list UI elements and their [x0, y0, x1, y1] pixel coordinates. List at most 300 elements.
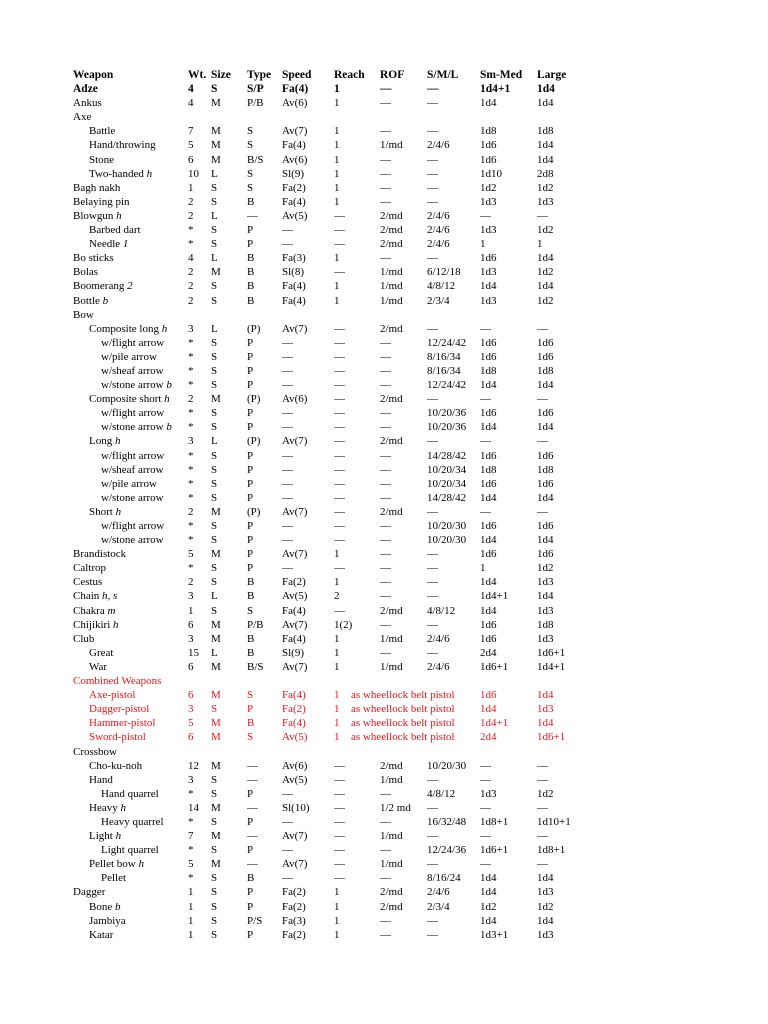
weapon-name-cell — [101, 519, 164, 533]
damage-large-cell: 1d4 — [537, 689, 554, 702]
table-row — [0, 787, 768, 801]
rof-cell: 2/md — [380, 209, 403, 222]
speed-cell: Av(7) — [282, 505, 308, 518]
speed-cell: Fa(2) — [282, 886, 306, 899]
type-cell: P — [247, 844, 254, 857]
weapon-name: Barbed dart — [89, 224, 141, 237]
size-cell: M — [211, 660, 221, 673]
weight-cell: 7 — [188, 125, 194, 138]
damage-large-cell: 1d6 — [537, 407, 554, 420]
table-row — [0, 364, 768, 378]
reach-cell: — — [334, 830, 345, 843]
damage-sm-med-cell: 1d2 — [480, 181, 497, 194]
table-row — [0, 322, 768, 336]
speed-cell: Fa(2) — [282, 576, 306, 589]
table-row — [0, 505, 768, 519]
weapon-name: Great — [89, 646, 114, 659]
type-cell: S — [247, 125, 254, 138]
range-cell: 14/28/42 — [427, 491, 467, 504]
reach-cell: — — [334, 379, 345, 392]
damage-sm-med-cell: — — [480, 801, 491, 814]
damage-large-cell: — — [537, 773, 548, 786]
type-cell: (P) — [247, 393, 261, 406]
size-cell: M — [211, 830, 221, 843]
size-cell: M — [211, 548, 221, 561]
damage-sm-med-cell: 1d8 — [480, 463, 497, 476]
table-row — [0, 449, 768, 463]
weapon-name-cell — [89, 829, 121, 843]
weapon-name-cell — [73, 618, 119, 632]
size-cell: M — [211, 266, 221, 279]
weapon-name-cell — [73, 589, 117, 603]
range-cell: — — [427, 618, 438, 631]
table-row — [0, 660, 768, 674]
type-cell: P — [247, 224, 254, 237]
weapon-name: Pellet — [101, 872, 127, 885]
damage-large-cell: — — [537, 858, 548, 871]
size-cell: S — [211, 477, 218, 490]
weight-cell: 3 — [188, 703, 194, 716]
size-cell: L — [211, 322, 218, 335]
weapon-name: Caltrop — [73, 562, 106, 575]
size-cell: S — [211, 844, 218, 857]
size-cell: M — [211, 125, 221, 138]
header-rof: ROF — [380, 69, 405, 81]
size-cell: S — [211, 886, 218, 899]
weapon-name-cell — [89, 688, 135, 702]
weapon-name: Bow — [73, 308, 94, 321]
weapon-name: Adze — [73, 83, 98, 96]
range-cell: — — [427, 801, 438, 814]
weight-cell: * — [188, 815, 194, 828]
size-cell: M — [211, 717, 221, 730]
rof-cell: 2/md — [380, 238, 403, 251]
rof-cell: 1/md — [380, 830, 403, 843]
size-cell: M — [211, 731, 221, 744]
damage-sm-med-cell: 1d6 — [480, 153, 497, 166]
rof-cell: 1/md — [380, 280, 403, 293]
weight-cell: 2 — [188, 576, 194, 589]
weapon-name-cell — [73, 96, 102, 110]
rof-cell: — — [380, 83, 392, 96]
rof-cell: — — [380, 336, 391, 349]
damage-large-cell: 1d6+1 — [537, 646, 566, 659]
range-cell: 8/16/34 — [427, 350, 461, 363]
range-cell: 10/20/30 — [427, 520, 467, 532]
table-row — [0, 110, 768, 124]
weight-cell: 1 — [188, 914, 194, 927]
weapon-name-cell — [89, 138, 156, 152]
rof-cell: — — [380, 364, 391, 377]
table-row — [0, 251, 768, 265]
range-cell: 4/8/12 — [427, 280, 456, 293]
weapon-note-mark: b — [114, 900, 121, 913]
reach-cell: 2 — [334, 590, 340, 603]
table-row — [0, 209, 768, 223]
table-row — [0, 632, 768, 646]
weapon-name: Hand/throwing — [89, 139, 156, 152]
damage-sm-med-cell: 1d3 — [480, 224, 497, 237]
speed-cell: Av(6) — [282, 393, 308, 406]
damage-large-cell: 1d4 — [537, 379, 554, 392]
weapon-name-cell — [73, 547, 126, 561]
type-cell: B — [247, 872, 255, 885]
type-cell: S — [247, 181, 254, 194]
reach-cell: — — [334, 491, 345, 504]
table-row — [0, 96, 768, 110]
weight-cell: 1 — [188, 604, 194, 617]
type-cell: B/S — [247, 660, 264, 673]
damage-sm-med-cell: — — [480, 505, 491, 518]
weapon-name: Stone — [89, 153, 115, 166]
weapon-name-cell — [89, 716, 155, 730]
combined-note-cell: as wheellock belt pistol — [351, 689, 455, 702]
damage-large-cell: 1d8 — [537, 364, 554, 377]
table-row — [0, 434, 768, 448]
type-cell: (P) — [247, 435, 261, 448]
reach-cell: — — [334, 350, 345, 363]
weapon-name: Composite short — [89, 393, 162, 406]
speed-cell: — — [282, 407, 293, 420]
type-cell: P — [247, 350, 254, 363]
speed-cell: — — [282, 815, 293, 828]
reach-cell: — — [334, 336, 345, 349]
reach-cell: 1 — [334, 125, 340, 138]
table-row — [0, 547, 768, 561]
weapon-name-cell — [89, 237, 128, 251]
weapon-name-cell — [73, 265, 98, 279]
weight-cell: * — [188, 379, 194, 392]
damage-sm-med-cell: 1d4 — [480, 604, 497, 617]
reach-cell: 1 — [334, 252, 340, 265]
weight-cell: 10 — [188, 167, 199, 180]
table-row — [0, 575, 768, 589]
weapon-name: w/stone arrow — [101, 491, 164, 504]
type-cell: S — [247, 731, 254, 744]
damage-large-cell: — — [537, 435, 548, 448]
type-cell: B — [247, 576, 255, 589]
weight-cell: 6 — [188, 731, 194, 744]
damage-sm-med-cell: 1d6 — [480, 139, 497, 152]
size-cell: M — [211, 139, 221, 152]
rof-cell: 1/2 md — [380, 801, 411, 814]
size-cell: M — [211, 689, 221, 702]
table-row — [0, 702, 768, 716]
damage-large-cell: 1d2 — [537, 294, 554, 307]
damage-sm-med-cell: — — [480, 858, 491, 871]
speed-cell: Sl(8) — [282, 266, 304, 279]
size-cell: S — [211, 787, 218, 800]
damage-sm-med-cell: 1d2 — [480, 900, 497, 913]
damage-sm-med-cell: — — [480, 322, 491, 335]
damage-sm-med-cell: 1d6+1 — [480, 660, 509, 673]
reach-cell: 1 — [334, 294, 340, 307]
weight-cell: 6 — [188, 618, 194, 631]
reach-cell: 1 — [334, 97, 340, 110]
speed-cell: Fa(4) — [282, 689, 306, 702]
range-cell: 10/20/30 — [427, 534, 467, 547]
weight-cell: 5 — [188, 548, 194, 561]
size-cell: M — [211, 801, 221, 814]
weapon-name-cell — [101, 533, 164, 547]
damage-sm-med-cell: 1d6 — [480, 407, 497, 420]
range-cell: — — [427, 914, 438, 927]
weapon-name-cell — [73, 181, 120, 195]
weapon-name: Chakra — [73, 604, 105, 617]
range-cell: — — [427, 167, 438, 180]
damage-large-cell: 1d2 — [537, 224, 554, 237]
weapon-name-cell — [89, 646, 113, 660]
weapon-name: Axe — [73, 111, 92, 124]
weapon-note-mark: h — [164, 393, 170, 406]
size-cell: S — [211, 421, 218, 434]
weight-cell: 5 — [188, 139, 194, 152]
weight-cell: 2 — [188, 393, 194, 406]
damage-large-cell: 1d8 — [537, 125, 554, 138]
weapon-name-cell — [73, 674, 161, 688]
speed-cell: Fa(2) — [282, 181, 306, 194]
weight-cell: * — [188, 787, 194, 800]
weight-cell: * — [188, 407, 194, 420]
speed-cell: — — [282, 364, 293, 377]
speed-cell: Av(7) — [282, 660, 308, 673]
table-row — [0, 491, 768, 505]
size-cell: S — [211, 238, 218, 251]
weapon-name-cell — [73, 195, 130, 209]
damage-large-cell: 1d4 — [537, 590, 554, 603]
type-cell: P — [247, 364, 254, 377]
size-cell: S — [211, 604, 218, 617]
weapon-name-cell — [73, 561, 106, 575]
range-cell: — — [427, 590, 438, 603]
weapon-name-cell — [73, 885, 105, 899]
reach-cell: 1 — [334, 689, 340, 702]
size-cell: S — [211, 224, 218, 237]
damage-large-cell: — — [537, 393, 548, 406]
size-cell: S — [211, 449, 218, 462]
type-cell: — — [247, 830, 258, 843]
damage-sm-med-cell: 1d6+1 — [480, 844, 509, 857]
table-row — [0, 857, 768, 871]
rof-cell: 1/md — [380, 773, 403, 786]
range-cell: 10/20/30 — [427, 759, 467, 772]
damage-sm-med-cell: 1d4 — [480, 534, 497, 547]
type-cell: S — [247, 604, 254, 617]
damage-sm-med-cell: 1d6 — [480, 350, 497, 363]
combined-note-cell: as wheellock belt pistol — [351, 717, 455, 730]
damage-large-cell: — — [537, 505, 548, 518]
weapon-name: Composite long — [89, 322, 159, 335]
type-cell: P — [247, 449, 254, 462]
reach-cell: 1 — [334, 731, 340, 744]
range-cell: — — [427, 646, 438, 659]
reach-cell: 1 — [334, 83, 340, 96]
damage-large-cell: 1d2 — [537, 562, 554, 575]
rof-cell: — — [380, 350, 391, 363]
reach-cell: 1 — [334, 703, 340, 716]
rof-cell: — — [380, 534, 391, 547]
weapon-note-mark: h — [138, 858, 144, 871]
weapon-name-cell — [101, 871, 126, 885]
range-cell: 12/24/36 — [427, 844, 467, 857]
range-cell: 4/8/12 — [427, 787, 456, 800]
damage-large-cell: 1d4 — [537, 491, 554, 504]
reach-cell: — — [334, 773, 345, 786]
weapon-name: Bo sticks — [73, 252, 114, 265]
weapon-name: Chijikiri — [73, 618, 111, 631]
weapon-name: Bottle — [73, 294, 100, 307]
size-cell: M — [211, 393, 221, 406]
weight-cell: 6 — [188, 153, 194, 166]
combined-note-cell: as wheellock belt pistol — [351, 703, 455, 716]
type-cell: B — [247, 717, 255, 730]
weapon-name-cell — [73, 279, 133, 293]
speed-cell: Fa(4) — [282, 604, 306, 617]
damage-sm-med-cell: 1d3+1 — [480, 928, 509, 941]
reach-cell: — — [334, 858, 345, 871]
type-cell: — — [247, 773, 258, 786]
size-cell: S — [211, 407, 218, 420]
type-cell: P — [247, 815, 254, 828]
reach-cell: — — [334, 266, 345, 279]
weapon-name-cell — [73, 575, 102, 589]
speed-cell: Fa(3) — [282, 252, 306, 265]
damage-sm-med-cell: 1d6 — [480, 689, 497, 702]
rof-cell: 2/md — [380, 435, 403, 448]
damage-large-cell: 1d4 — [537, 139, 554, 152]
speed-cell: — — [282, 534, 293, 547]
reach-cell: 1 — [334, 167, 340, 180]
weapon-name: Brandistock — [73, 548, 127, 561]
size-cell: M — [211, 759, 221, 772]
table-row — [0, 294, 768, 308]
rof-cell: — — [380, 421, 391, 434]
damage-sm-med-cell: 1d3 — [480, 266, 497, 279]
size-cell: S — [211, 815, 218, 828]
speed-cell: — — [282, 238, 293, 251]
reach-cell: 1 — [334, 886, 340, 899]
table-row — [0, 589, 768, 603]
damage-sm-med-cell: 1d6 — [480, 548, 497, 561]
speed-cell: — — [282, 491, 293, 504]
weight-cell: 4 — [188, 97, 194, 110]
damage-large-cell: 1d8+1 — [537, 844, 566, 857]
rof-cell: — — [380, 618, 391, 631]
weapon-name: Jambiya — [89, 914, 126, 927]
range-cell: 16/32/48 — [427, 815, 467, 828]
type-cell: S — [247, 689, 254, 702]
table-row — [0, 463, 768, 477]
table-row — [0, 153, 768, 167]
range-cell: 10/20/34 — [427, 477, 467, 490]
rof-cell: — — [380, 125, 391, 138]
rof-cell: 1/md — [380, 139, 403, 152]
speed-cell: — — [282, 477, 293, 490]
table-row — [0, 773, 768, 787]
weapon-note-mark: h — [114, 435, 121, 448]
type-cell: P/S — [247, 914, 263, 927]
type-cell: — — [247, 801, 258, 814]
weapon-note-mark: h — [120, 801, 126, 814]
size-cell: S — [211, 294, 218, 307]
table-row — [0, 829, 768, 843]
damage-large-cell: 1d8 — [537, 618, 554, 631]
damage-sm-med-cell: 1d3 — [480, 294, 497, 307]
reach-cell: — — [334, 421, 345, 434]
damage-sm-med-cell: 1d6 — [480, 618, 497, 631]
reach-cell: — — [334, 477, 345, 490]
rof-cell: — — [380, 928, 391, 941]
weapon-name-cell — [73, 294, 108, 308]
range-cell: 10/20/34 — [427, 463, 467, 476]
reach-cell: 1 — [334, 660, 340, 673]
type-cell: P — [247, 787, 254, 800]
type-cell: — — [247, 858, 258, 871]
weapon-name: Chain — [73, 590, 100, 603]
range-cell: — — [427, 435, 438, 448]
damage-sm-med-cell: — — [480, 830, 491, 843]
damage-sm-med-cell: 1d4 — [480, 379, 497, 392]
rof-cell: — — [380, 548, 391, 561]
weapon-name-cell — [73, 82, 98, 96]
weapon-note-mark: m — [107, 604, 116, 617]
speed-cell: — — [282, 421, 293, 434]
weight-cell: 7 — [188, 830, 194, 843]
damage-large-cell: 1d4 — [537, 914, 554, 927]
reach-cell: — — [334, 393, 345, 406]
table-row — [0, 124, 768, 138]
range-cell: 2/4/6 — [427, 238, 450, 251]
weapon-name-cell — [89, 505, 121, 519]
reach-cell: — — [334, 534, 345, 547]
weight-cell: * — [188, 421, 194, 434]
table-row — [0, 604, 768, 618]
type-cell: P — [247, 900, 254, 913]
speed-cell: Av(7) — [282, 548, 308, 561]
weight-cell: * — [188, 336, 194, 349]
weight-cell: 1 — [188, 928, 194, 941]
reach-cell: 1 — [334, 717, 340, 730]
weapon-note-mark: h — [116, 209, 122, 222]
weight-cell: 15 — [188, 646, 199, 659]
header-reach: Reach — [334, 69, 365, 81]
speed-cell: Av(7) — [282, 125, 308, 138]
rof-cell: — — [380, 97, 391, 110]
type-cell: B — [247, 632, 255, 645]
weapon-name-cell — [101, 336, 164, 350]
weapon-name-cell — [73, 308, 94, 322]
weapon-name: w/stone arrow — [101, 379, 164, 392]
rof-cell: — — [380, 379, 391, 392]
speed-cell: Fa(4) — [282, 280, 306, 293]
weapon-name-cell — [101, 378, 172, 392]
table-row — [0, 815, 768, 829]
type-cell: B — [247, 252, 255, 265]
damage-sm-med-cell: 1d6 — [480, 336, 497, 349]
damage-large-cell: 1d3 — [537, 886, 554, 899]
range-cell: 2/4/6 — [427, 139, 450, 152]
size-cell: S — [211, 350, 218, 363]
size-cell: S — [211, 900, 218, 913]
header-type: Type — [247, 69, 272, 81]
range-cell: — — [427, 97, 438, 110]
damage-sm-med-cell: 1d6 — [480, 477, 497, 490]
rof-cell: — — [380, 153, 391, 166]
reach-cell: 1 — [334, 548, 340, 561]
size-cell: S — [211, 773, 218, 786]
damage-large-cell: 1d3 — [537, 195, 554, 208]
speed-cell: Fa(2) — [282, 928, 306, 941]
